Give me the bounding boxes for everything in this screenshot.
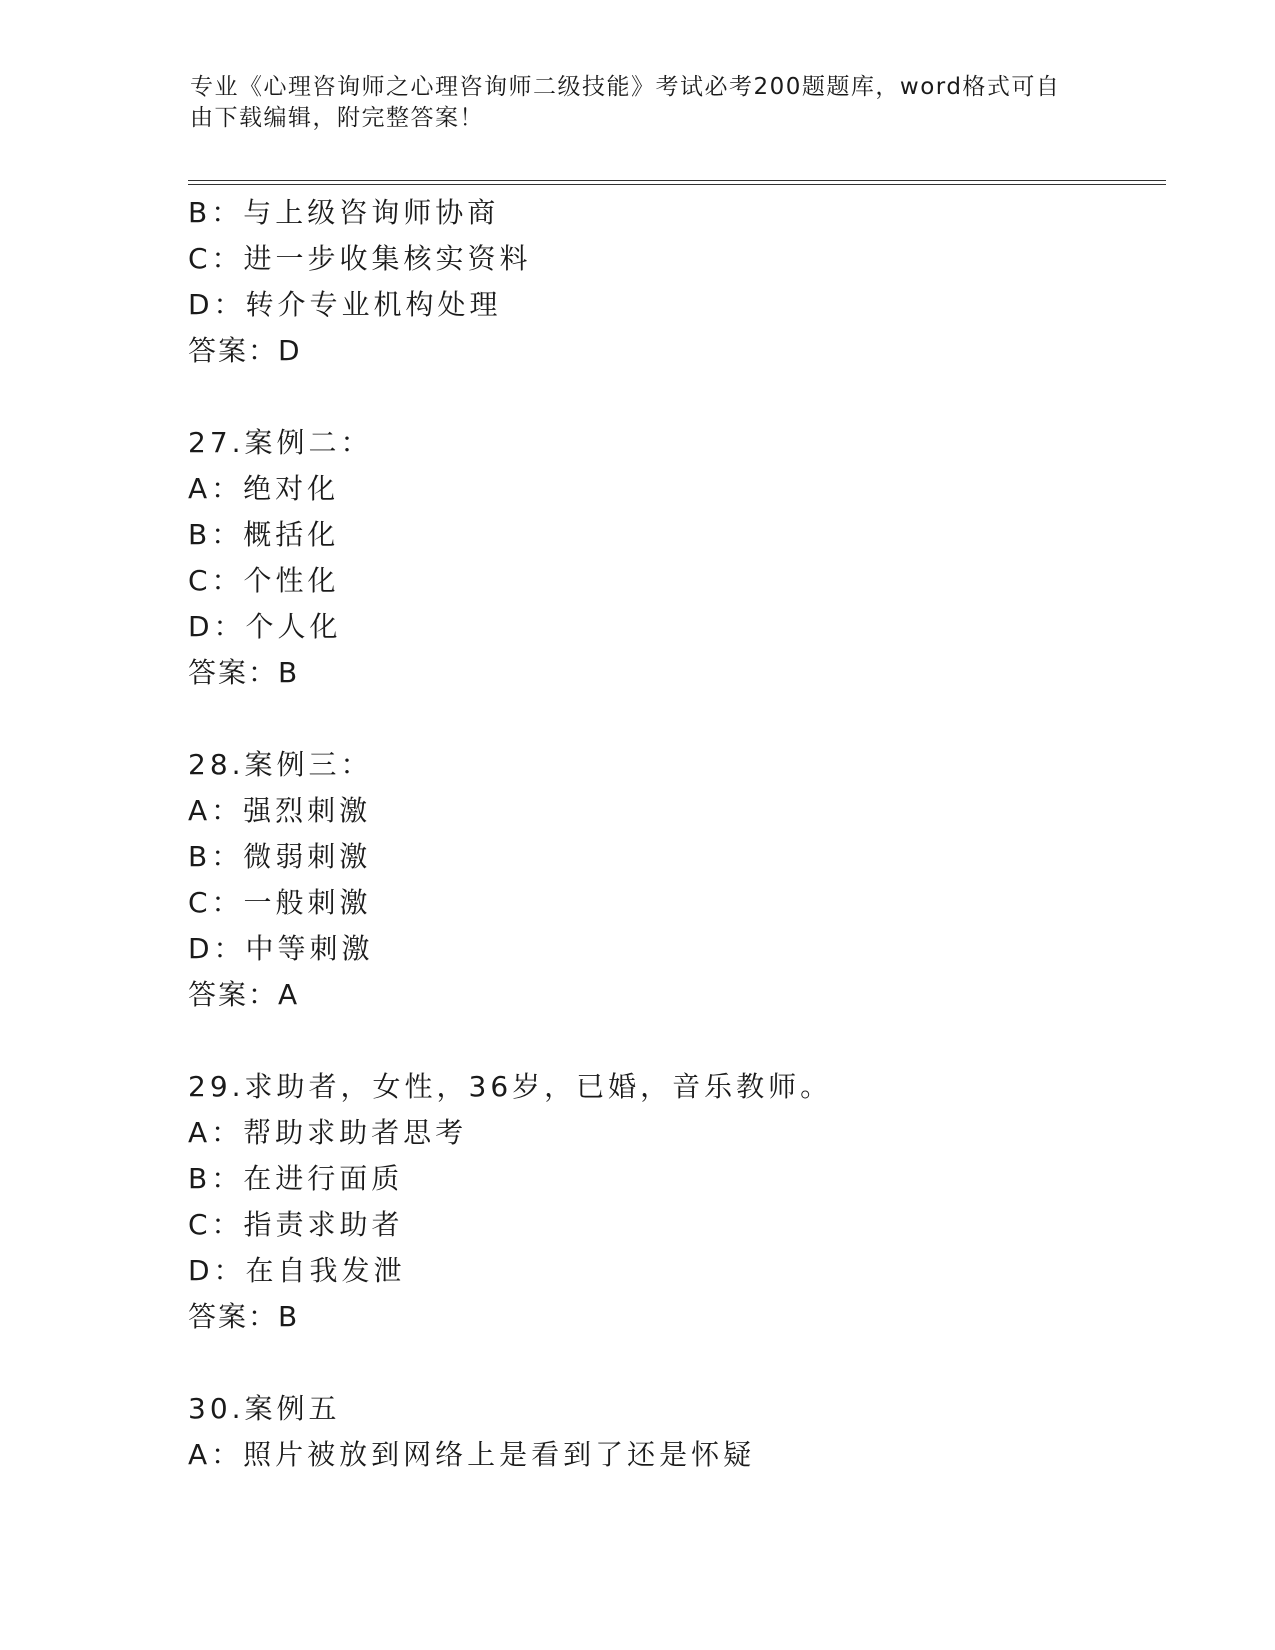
option-a: A：照片被放到网络上是看到了还是怀疑	[188, 1438, 756, 1471]
question-stem: 30.案例五	[188, 1392, 341, 1425]
question-30	[188, 1386, 1148, 1478]
question-list	[188, 190, 1148, 1478]
option-a: A：强烈刺激	[188, 794, 372, 827]
answer-line: 答案：D	[188, 334, 302, 367]
question-28	[188, 742, 1148, 1018]
header-line-1: 专业《心理咨询师之心理咨询师二级技能》考试必考200题题库，word格式可自	[190, 74, 1061, 100]
option-d: D：在自我发泄	[188, 1254, 406, 1287]
question-26-tail	[188, 190, 1148, 374]
option-b: B：在进行面质	[188, 1162, 404, 1195]
question-stem: 27.案例二：	[188, 426, 373, 459]
question-27	[188, 420, 1148, 696]
option-b: B：微弱刺激	[188, 840, 372, 873]
question-stem: 28.案例三：	[188, 748, 373, 781]
option-c: C：指责求助者	[188, 1208, 404, 1241]
answer-line: 答案：B	[188, 656, 300, 689]
option-c: C：进一步收集核实资料	[188, 242, 532, 275]
option-c: C：一般刺激	[188, 886, 372, 919]
document-header	[190, 72, 1080, 134]
option-b: B：与上级咨询师协商	[188, 196, 500, 229]
option-d: D：转介专业机构处理	[188, 288, 502, 321]
option-b: B：概括化	[188, 518, 340, 551]
header-divider-top	[188, 180, 1166, 181]
option-d: D：个人化	[188, 610, 342, 643]
option-d: D：中等刺激	[188, 932, 374, 965]
spacer	[188, 1340, 1148, 1386]
question-stem: 29.求助者，女性，36岁，已婚，音乐教师。	[188, 1070, 833, 1103]
answer-line: 答案：A	[188, 978, 300, 1011]
option-a: A：绝对化	[188, 472, 340, 505]
header-divider-bottom	[188, 184, 1166, 185]
option-a: A：帮助求助者思考	[188, 1116, 468, 1149]
answer-line: 答案：B	[188, 1300, 300, 1333]
header-line-2: 由下载编辑，附完整答案！	[190, 105, 484, 131]
option-c: C：个性化	[188, 564, 340, 597]
question-29	[188, 1064, 1148, 1340]
spacer	[188, 374, 1148, 420]
spacer	[188, 696, 1148, 742]
spacer	[188, 1018, 1148, 1064]
